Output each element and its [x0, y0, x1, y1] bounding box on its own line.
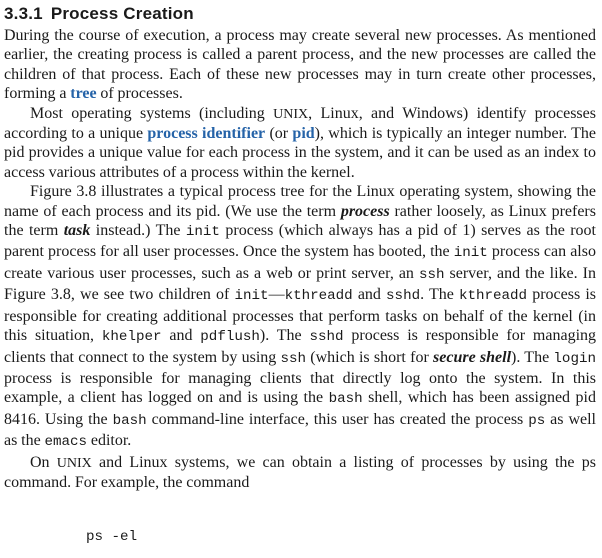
- text-run: and Linux systems, we can obtain a listing of processes by using the ps command. For example, the command: [4, 453, 596, 491]
- text-run: shell, which has been assigned pid 8416. Using the: [4, 389, 596, 428]
- emphasis-task: task: [63, 222, 91, 240]
- section-heading: [4, 2, 596, 26]
- code-sshd: sshd: [386, 288, 421, 305]
- text-run: command-line interface, this user has created the process: [146, 410, 529, 428]
- emphasis-secure-shell: secure shell: [433, 348, 512, 366]
- code-sshd: sshd: [309, 329, 344, 346]
- text-run: server, and the like. In Figure 3.8, we see two children of: [4, 264, 596, 304]
- text-run: process can also create various user processes, such as a web or print server, an: [4, 243, 596, 282]
- section-title: Process Creation: [50, 4, 194, 23]
- term-tree: tree: [70, 85, 97, 103]
- text-run: , Linux, and Windows) identify processes according to a unique: [4, 104, 596, 143]
- text-run: process (which always has a pid of 1) serves as the root parent process for all user processes. Once the system has booted, the: [4, 222, 597, 261]
- text-run: editor.: [87, 432, 132, 450]
- text-run: Figure 3.8 illustrates a typical process tree for the Linux operating system, showing the name of each process and its pid. (We use the term: [4, 183, 596, 220]
- code-login: login: [553, 350, 596, 367]
- text-run: ), which is typically an integer number. The pid provides a unique value for each process in the system, and it can be used as an index to access various attributes of a process within the kernel.: [4, 125, 596, 181]
- code-ssh: ssh: [280, 350, 307, 367]
- em-dash: —: [268, 286, 285, 304]
- text-run: On: [30, 453, 57, 471]
- text-run: rather loosely, as Linux prefers the term: [4, 202, 596, 240]
- code-kthreadd: kthreadd: [458, 288, 528, 305]
- section-number: 3.3.1: [4, 4, 43, 23]
- code-pdflush: pdflush: [200, 329, 260, 346]
- text-run: . The: [420, 286, 459, 304]
- text-run: as well as the: [4, 410, 596, 450]
- text-run: of processes.: [96, 85, 183, 103]
- term-process-identifier: process identifier: [147, 125, 266, 143]
- paragraph-2: [4, 104, 596, 183]
- code-khelper: khelper: [101, 329, 162, 346]
- code-bash: bash: [112, 412, 147, 429]
- code-emacs: emacs: [44, 434, 88, 451]
- text-run: and: [352, 286, 387, 304]
- code-kthreadd: kthreadd: [284, 288, 353, 305]
- text-run: and: [161, 327, 201, 345]
- emphasis-process: process: [340, 202, 390, 220]
- text-run: process is responsible for managing clients that connect to the system by using: [4, 327, 597, 366]
- code-ps: ps: [528, 412, 546, 429]
- document-page: [4, 0, 596, 492]
- code-command: ps -el: [86, 529, 138, 545]
- code-init: init: [185, 224, 220, 241]
- text-run: process is responsible for creating additional processes that perform tasks on behalf of the kernel (in this situation,: [4, 286, 596, 345]
- unix-smallcaps: UNIX: [273, 106, 309, 122]
- term-pid: pid: [292, 125, 315, 143]
- text-run: (or: [265, 125, 293, 143]
- unix-smallcaps: UNIX: [56, 455, 92, 471]
- text-run: (which is short for: [306, 348, 434, 366]
- text-run: instead.) The: [90, 222, 186, 240]
- text-run: Most operating systems (including: [30, 104, 274, 122]
- text-run: ). The: [511, 348, 554, 366]
- text-run: ). The: [259, 327, 310, 345]
- text-run: During the course of execution, a process may create several new processes. As mentioned earlier, the creating process is called a parent process, and the new processes are called the children of that process. Each of these new processes may in turn create other processes, forming a: [4, 27, 596, 103]
- text-run: process is responsible for managing clients that directly log onto the system. In this example, a client has logged on and is using the: [4, 369, 596, 407]
- paragraph-1: [4, 26, 596, 104]
- paragraph-4: [4, 453, 596, 493]
- code-init: init: [453, 245, 488, 262]
- code-ssh: ssh: [418, 266, 445, 283]
- code-init: init: [234, 288, 269, 305]
- code-bash: bash: [328, 391, 363, 408]
- paragraph-3: [4, 182, 596, 452]
